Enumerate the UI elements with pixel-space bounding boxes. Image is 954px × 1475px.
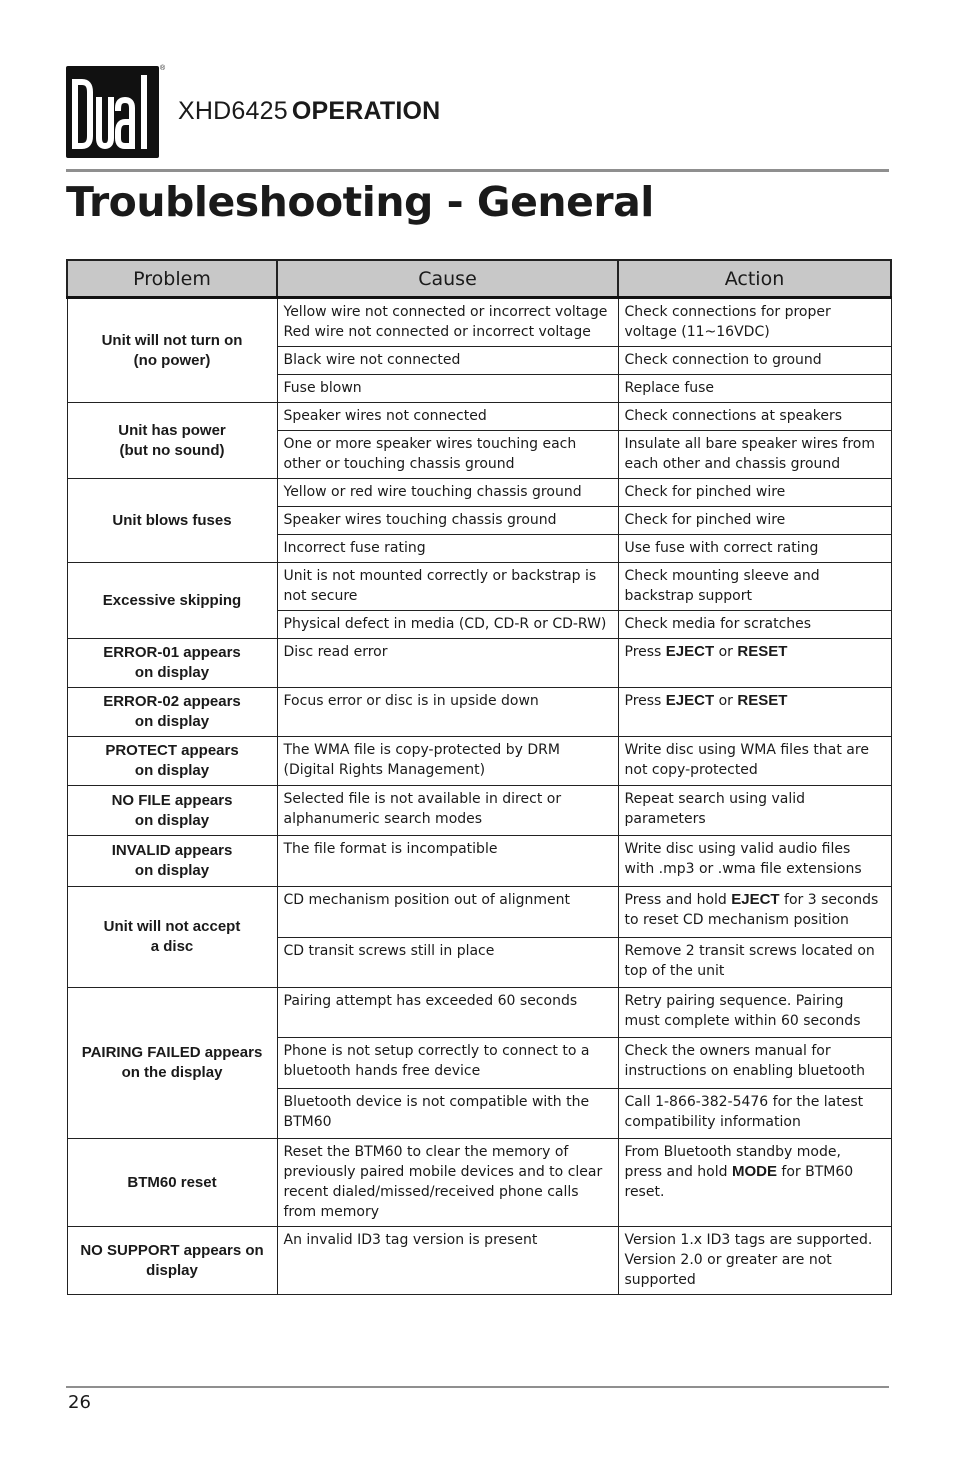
action-text: Write disc using WMA files that are — [624, 742, 869, 758]
footer-divider — [66, 1386, 889, 1388]
table-row — [67, 688, 891, 737]
cause-cell — [277, 563, 618, 611]
table-row — [67, 887, 891, 938]
action-text: compatibility information — [624, 1114, 801, 1130]
problem-text: PAIRING FAILED appears — [81, 1044, 263, 1061]
action-cell: Replace fuse — [618, 375, 891, 403]
action-text: parameters — [624, 811, 706, 827]
action-cell: Check connection to ground — [618, 347, 891, 375]
action-text: for BTM60 — [776, 1164, 854, 1180]
action-text: supported — [624, 1272, 696, 1288]
cause-cell: Speaker wires touching chassis ground — [277, 507, 618, 535]
action-text: each other and chassis ground — [624, 456, 841, 472]
cause-text: previously paired mobile devices and to clear — [283, 1164, 603, 1180]
problem-cell: Excessive skipping — [67, 563, 277, 639]
cause-text: from memory — [283, 1204, 380, 1220]
action-cell — [618, 836, 891, 887]
action-cell — [618, 1089, 891, 1139]
cause-text: recent dialed/missed/received phone calls — [283, 1184, 579, 1200]
mode-key-label: MODE — [731, 1163, 777, 1180]
action-cell — [618, 938, 891, 988]
table-row — [67, 737, 891, 786]
action-cell: Check connections at speakers — [618, 403, 891, 431]
problem-cell — [67, 403, 277, 479]
action-text: not copy-protected — [624, 762, 758, 778]
table-row — [67, 1139, 891, 1227]
reset-key-label: RESET — [737, 643, 788, 660]
cause-text: Selected file is not available in direct or — [283, 791, 562, 807]
cause-cell: Yellow or red wire touching chassis ground — [277, 479, 618, 507]
action-cell: Check for pinched wire — [618, 479, 891, 507]
table-row — [67, 298, 891, 347]
action-text: Check the owners manual for — [624, 1043, 831, 1059]
cause-text: Yellow wire not connected or incorrect voltage — [283, 304, 608, 320]
action-text: Write disc using valid audio files — [624, 841, 851, 857]
action-text: Version 1.x ID3 tags are supported. — [624, 1232, 873, 1248]
action-cell — [618, 1038, 891, 1089]
action-text: Press — [624, 644, 666, 660]
problem-text: Unit will not turn on — [101, 331, 243, 349]
problem-text: on display — [134, 862, 210, 879]
problem-text: INVALID appears — [111, 842, 233, 859]
table-row — [67, 836, 891, 887]
cause-text: alphanumeric search modes — [283, 811, 483, 827]
page-number: 26 — [68, 1392, 91, 1413]
cause-cell: Black wire not connected — [277, 347, 618, 375]
section-name: OPERATION — [291, 97, 441, 125]
action-cell — [618, 988, 891, 1038]
cause-cell: Focus error or disc is in upside down — [277, 688, 618, 737]
table-row — [67, 639, 891, 688]
table-header-row — [67, 260, 891, 298]
action-text: Check mounting sleeve and — [624, 568, 820, 584]
cause-text: Bluetooth device is not compatible with the — [283, 1094, 590, 1110]
cause-cell: An invalid ID3 tag version is present — [277, 1227, 618, 1295]
column-header-action: Action — [618, 260, 891, 298]
cause-cell: Pairing attempt has exceeded 60 seconds — [277, 988, 618, 1038]
cause-cell — [277, 786, 618, 836]
problem-text: a disc — [150, 938, 194, 955]
cause-cell: Speaker wires not connected — [277, 403, 618, 431]
cause-cell — [277, 1089, 618, 1139]
action-cell: Check media for scratches — [618, 611, 891, 639]
cause-text: Phone is not setup correctly to connect to a — [283, 1043, 590, 1059]
cause-text: Reset the BTM60 to clear the memory of — [283, 1144, 569, 1160]
action-text: backstrap support — [624, 588, 752, 604]
problem-text: (no power) — [133, 351, 211, 369]
problem-text: (but no sound) — [119, 441, 225, 459]
problem-cell — [67, 639, 277, 688]
problem-text: Unit has power — [118, 421, 226, 439]
problem-text: ERROR-01 appears — [103, 644, 241, 661]
cause-cell — [277, 298, 618, 347]
column-header-cause: Cause — [277, 260, 618, 298]
column-header-problem: Problem — [67, 260, 277, 298]
action-text: Version 2.0 or greater are not — [624, 1252, 832, 1268]
problem-cell — [67, 298, 277, 403]
cause-cell — [277, 1139, 618, 1227]
action-cell — [618, 1139, 891, 1227]
table-row — [67, 1227, 891, 1295]
cause-cell — [277, 431, 618, 479]
table-row — [67, 403, 891, 431]
problem-text: Unit will not accept — [103, 918, 241, 935]
cause-cell: The file format is incompatible — [277, 836, 618, 887]
cause-text: Red wire not connected or incorrect voltage — [283, 324, 591, 340]
action-text: Retry pairing sequence. Pairing — [624, 993, 844, 1009]
cause-cell: Incorrect fuse rating — [277, 535, 618, 563]
problem-cell — [67, 737, 277, 786]
cause-cell — [277, 1038, 618, 1089]
problem-cell — [67, 688, 277, 737]
problem-text: ERROR-02 appears — [103, 693, 241, 710]
problem-text: PROTECT appears — [105, 742, 239, 759]
page-title: Troubleshooting - General — [66, 178, 654, 226]
action-text: for 3 seconds — [779, 892, 879, 908]
action-text: Check connections for proper — [624, 304, 831, 320]
action-text: From Bluetooth standby mode, — [624, 1144, 841, 1160]
action-text: Remove 2 transit screws located on — [624, 943, 875, 959]
problem-cell — [67, 887, 277, 988]
action-cell: Check for pinched wire — [618, 507, 891, 535]
action-text: or — [714, 644, 738, 660]
problem-text: on display — [134, 713, 210, 730]
model-heading — [178, 97, 440, 126]
reset-key-label: RESET — [737, 692, 788, 709]
cause-text: (Digital Rights Management) — [283, 762, 486, 778]
cause-cell: Disc read error — [277, 639, 618, 688]
header-divider — [66, 169, 889, 172]
action-text: must complete within 60 seconds — [624, 1013, 861, 1029]
action-text: Press — [624, 693, 666, 709]
dual-logo — [66, 66, 159, 158]
action-cell — [618, 688, 891, 737]
action-text: Call 1-866-382-5476 for the latest — [624, 1094, 864, 1110]
action-text: reset. — [624, 1184, 665, 1200]
action-text: to reset CD mechanism position — [624, 912, 849, 928]
problem-cell — [67, 836, 277, 887]
cause-text: BTM60 — [283, 1114, 332, 1130]
problem-text: display — [146, 1261, 198, 1279]
problem-text: on display — [134, 664, 210, 681]
cause-cell: CD mechanism position out of alignment — [277, 887, 618, 938]
table-row — [67, 563, 891, 611]
table-row — [67, 786, 891, 836]
cause-cell: Fuse blown — [277, 375, 618, 403]
eject-key-label: EJECT — [665, 692, 715, 709]
action-cell — [618, 431, 891, 479]
cause-text: bluetooth hands free device — [283, 1063, 481, 1079]
cause-cell — [277, 737, 618, 786]
action-text: press and hold — [624, 1164, 732, 1180]
action-cell — [618, 563, 891, 611]
action-text: instructions on enabling bluetooth — [624, 1063, 866, 1079]
eject-key-label: EJECT — [665, 643, 715, 660]
table-row — [67, 988, 891, 1038]
cause-text: not secure — [283, 588, 358, 604]
table-row — [67, 479, 891, 507]
problem-text: NO SUPPORT appears on — [80, 1241, 264, 1259]
problem-cell — [67, 1227, 277, 1295]
action-text: voltage (11~16VDC) — [624, 324, 770, 340]
action-cell: Use fuse with correct rating — [618, 535, 891, 563]
problem-cell: BTM60 reset — [67, 1139, 277, 1227]
problem-cell: Unit blows fuses — [67, 479, 277, 563]
registered-mark: ® — [160, 65, 166, 72]
cause-text: other or touching chassis ground — [283, 456, 515, 472]
model-number: XHD6425 — [178, 97, 288, 125]
problem-text: on display — [134, 811, 210, 829]
cause-text: Unit is not mounted correctly or backstrap is — [283, 568, 597, 584]
action-cell — [618, 1227, 891, 1295]
action-cell — [618, 887, 891, 938]
action-text: with .mp3 or .wma file extensions — [624, 861, 862, 877]
cause-cell: Physical defect in media (CD, CD-R or CD-RW) — [277, 611, 618, 639]
cause-text: The WMA file is copy-protected by DRM — [283, 742, 560, 758]
action-cell — [618, 298, 891, 347]
action-text: Insulate all bare speaker wires from — [624, 436, 876, 452]
eject-key-label: EJECT — [731, 891, 780, 908]
problem-text: on display — [134, 762, 210, 779]
action-text: Press and hold — [624, 892, 732, 908]
troubleshooting-table — [66, 259, 892, 1295]
action-cell — [618, 639, 891, 688]
action-text: Repeat search using valid — [624, 791, 805, 807]
problem-cell — [67, 786, 277, 836]
cause-text: One or more speaker wires touching each — [283, 436, 577, 452]
action-cell — [618, 786, 891, 836]
cause-cell: CD transit screws still in place — [277, 938, 618, 988]
action-cell — [618, 737, 891, 786]
action-text: top of the unit — [624, 963, 725, 979]
problem-text: NO FILE appears — [111, 791, 233, 809]
problem-text: on the display — [121, 1064, 223, 1081]
action-text: or — [714, 693, 738, 709]
problem-cell — [67, 988, 277, 1139]
